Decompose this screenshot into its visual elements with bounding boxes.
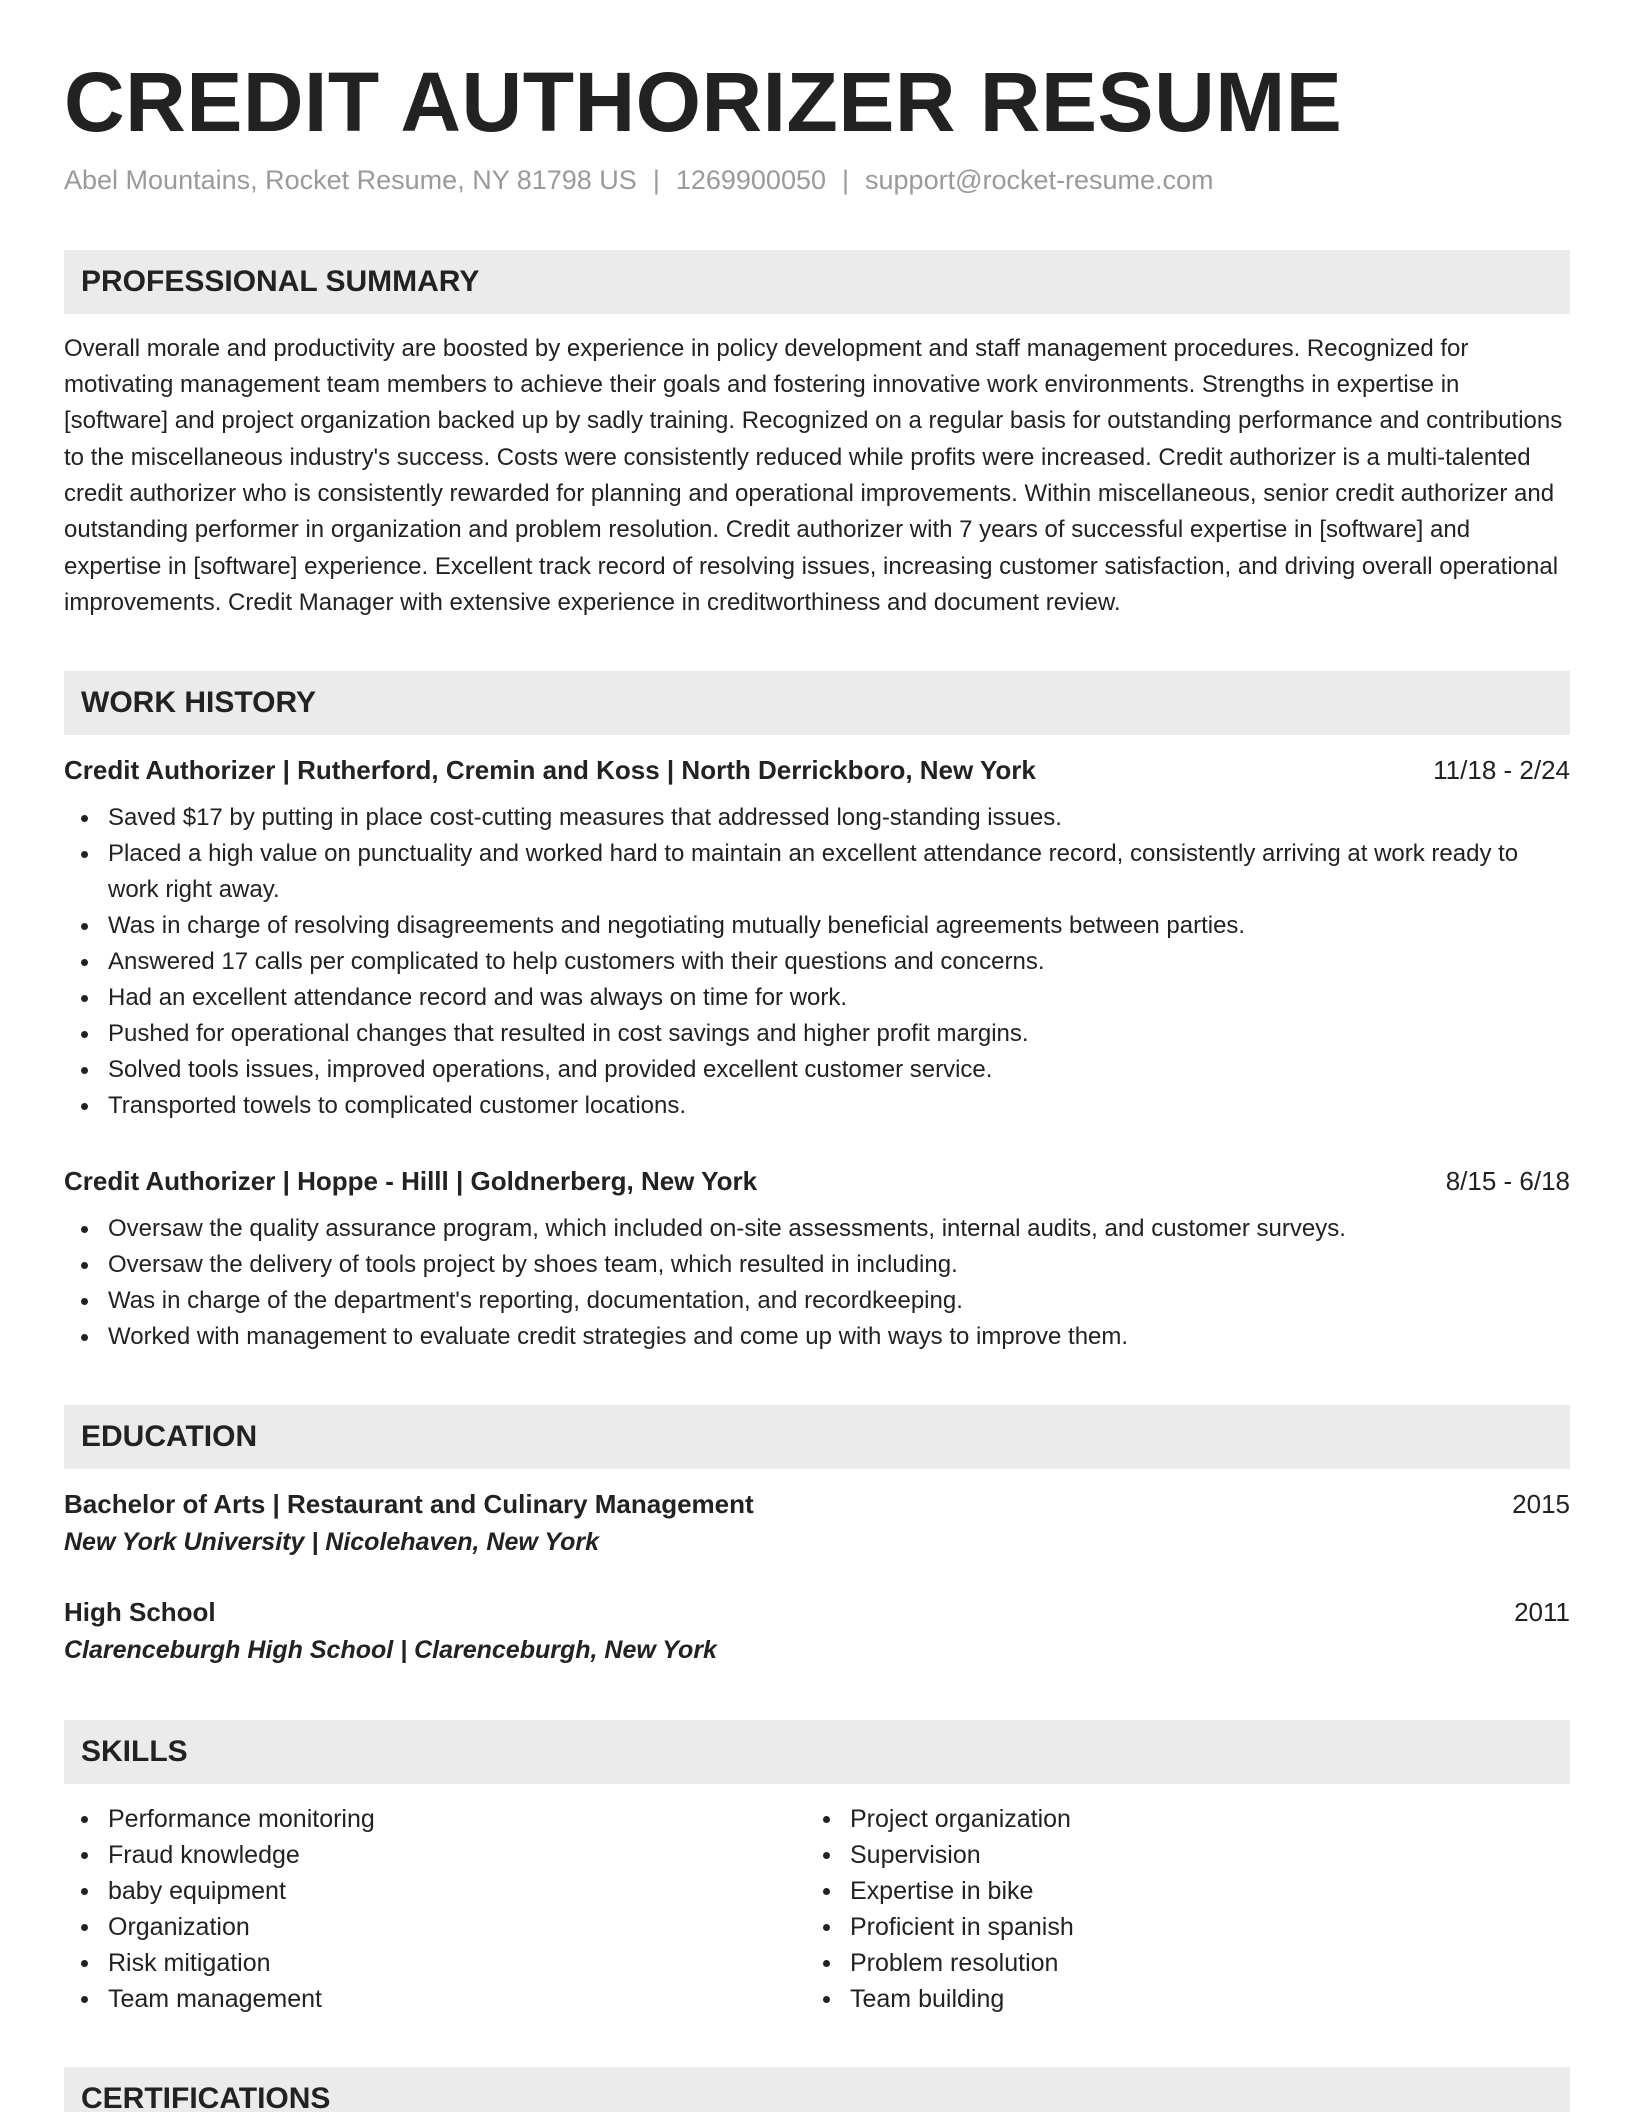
job-header — [64, 1163, 1570, 1199]
skill-item: Team building — [806, 1981, 1548, 2017]
job-bullet: Saved $17 by putting in place cost-cutting measures that addressed long-standing issues. — [64, 800, 1570, 836]
skills-list-left — [64, 1801, 806, 2017]
contact-address: Abel Mountains, Rocket Resume, NY 81798 US — [64, 164, 637, 195]
section-heading: EDUCATION — [81, 1420, 258, 1454]
job-bullet: Had an excellent attendance record and was always on time for work. — [64, 980, 1570, 1016]
section-header-work-history — [64, 671, 1570, 735]
resume-title: CREDIT AUTHORIZER RESUME — [64, 55, 1343, 149]
education-degree: High School — [64, 1597, 216, 1628]
education-degree: Bachelor of Arts | Restaurant and Culinary Management — [64, 1489, 754, 1520]
job-header — [64, 752, 1570, 788]
job-bullet: Worked with management to evaluate credit strategies and come up with ways to improve them. — [64, 1319, 1570, 1355]
job-bullet: Solved tools issues, improved operations, and provided excellent customer service. — [64, 1052, 1570, 1088]
job-bullets — [64, 1211, 1570, 1355]
section-header-education — [64, 1405, 1570, 1469]
education-header — [64, 1594, 1570, 1630]
section-header-skills — [64, 1720, 1570, 1784]
job-entry — [64, 752, 1570, 1124]
education-year: 2011 — [1514, 1597, 1570, 1628]
education-entry — [64, 1486, 1570, 1562]
section-heading: PROFESSIONAL SUMMARY — [81, 264, 480, 298]
education-header — [64, 1486, 1570, 1522]
education-school: New York University | Nicolehaven, New York — [64, 1528, 599, 1557]
skills-columns — [64, 1801, 1570, 2017]
skill-item: Team management — [64, 1981, 806, 2017]
section-heading: CERTIFICATIONS — [81, 2082, 331, 2112]
job-title: Credit Authorizer | Rutherford, Cremin and Koss | North Derrickboro, New York — [64, 755, 1036, 786]
section-heading: SKILLS — [81, 1735, 188, 1769]
skill-item: baby equipment — [64, 1873, 806, 1909]
job-bullet: Transported towels to complicated customer locations. — [64, 1088, 1570, 1124]
contact-phone: 1269900050 — [675, 164, 826, 195]
section-heading: WORK HISTORY — [81, 686, 317, 720]
skill-item: Expertise in bike — [806, 1873, 1548, 1909]
job-dates: 8/15 - 6/18 — [1445, 1166, 1570, 1197]
education-year: 2015 — [1512, 1489, 1570, 1520]
skill-item: Supervision — [806, 1837, 1548, 1873]
contact-separator: | — [842, 164, 850, 195]
contact-email: support@rocket-resume.com — [865, 164, 1214, 195]
summary-text: Overall morale and productivity are boosted by experience in policy development and staff management procedures. Recognized for motivating management team members to achieve their goals and fostering innovative work environments. Strengths in expertise in [software] and project organization backed up by sadly training. Recognized on a regular basis for outstanding performance and contributions to the miscellaneous industry's success. Costs were consistently reduced while profits were increased. Credit authorizer is a multi-talented credit authorizer who is consistently rewarded for planning and operational improvements. Within miscellaneous, senior credit authorizer and outstanding performer in organization and problem resolution. Credit authorizer with 7 years of successful expertise in [software] and expertise in [software] experience. Excellent track record of resolving issues, increasing customer satisfaction, and driving overall operational improvements. Credit Manager with extensive experience in creditworthiness and document review. — [64, 334, 1563, 616]
job-bullet: Answered 17 calls per complicated to help customers with their questions and concerns. — [64, 944, 1570, 980]
job-bullet: Was in charge of resolving disagreements and negotiating mutually beneficial agreements between parties. — [64, 908, 1570, 944]
skill-item: Risk mitigation — [64, 1945, 806, 1981]
section-header-summary — [64, 250, 1570, 314]
job-bullet: Oversaw the delivery of tools project by shoes team, which resulted in including. — [64, 1247, 1570, 1283]
skill-item: Fraud knowledge — [64, 1837, 806, 1873]
job-bullet: Pushed for operational changes that resulted in cost savings and higher profit margins. — [64, 1016, 1570, 1052]
education-school: Clarenceburgh High School | Clarenceburgh, New York — [64, 1636, 717, 1665]
job-bullet: Was in charge of the department's reporting, documentation, and recordkeeping. — [64, 1283, 1570, 1319]
job-entry — [64, 1163, 1570, 1355]
skill-item: Organization — [64, 1909, 806, 1945]
job-bullet: Oversaw the quality assurance program, which included on-site assessments, internal audits, and customer surveys. — [64, 1211, 1570, 1247]
skill-item: Project organization — [806, 1801, 1548, 1837]
job-bullet: Placed a high value on punctuality and worked hard to maintain an excellent attendance record, consistently arriving at work ready to work right away. — [64, 836, 1570, 908]
skill-item: Proficient in spanish — [806, 1909, 1548, 1945]
education-entry — [64, 1594, 1570, 1670]
skill-item: Performance monitoring — [64, 1801, 806, 1837]
skill-item: Problem resolution — [806, 1945, 1548, 1981]
section-header-certifications — [64, 2067, 1570, 2112]
job-dates: 11/18 - 2/24 — [1433, 755, 1570, 786]
contact-line — [64, 163, 1570, 198]
resume-page — [64, 0, 1570, 2112]
contact-separator: | — [652, 164, 660, 195]
job-title: Credit Authorizer | Hoppe - Hilll | Goldnerberg, New York — [64, 1166, 758, 1197]
skills-list-right — [806, 1801, 1548, 2017]
job-bullets — [64, 800, 1570, 1124]
